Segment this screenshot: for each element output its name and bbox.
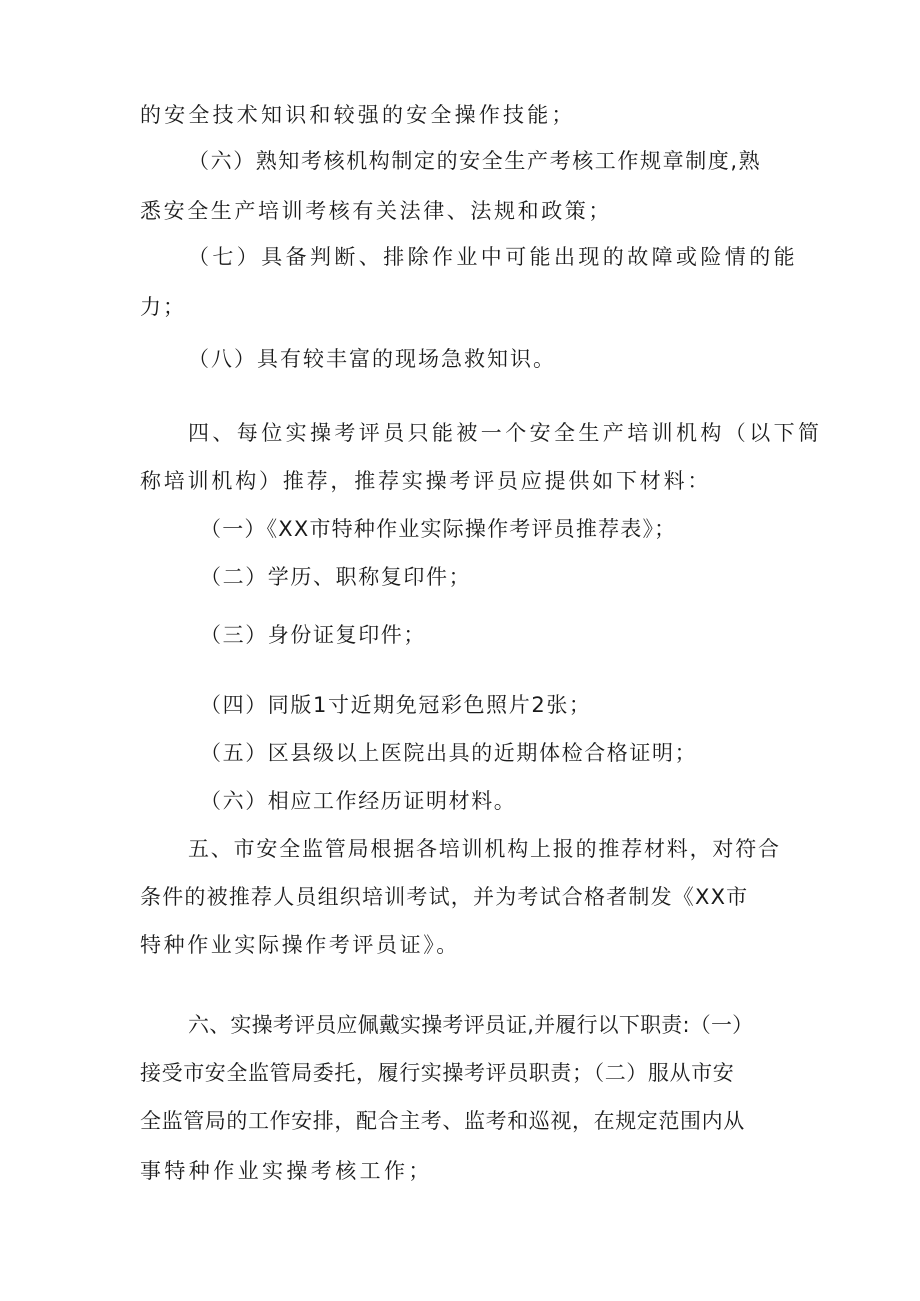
text-line: （三）身份证复印件； [200, 623, 426, 647]
text-line: 称培训机构）推荐，推荐实操考评员应提供如下材料： [140, 469, 712, 493]
text-line: （一）《XX市特种作业实际操作考评员推荐表》； [200, 517, 677, 541]
text-line: （六）熟知考核机构制定的安全生产考核工作规章制度,熟 [188, 149, 762, 173]
text-line: 全监管局的工作安排，配合主考、监考和巡视，在规定范围内从 [140, 1109, 745, 1133]
text-line: 条件的被推荐人员组织培训考试，并为考试合格者制发《XX市 [140, 885, 749, 909]
text-line: 接受市安全监管局委托，履行实操考评员职责；（二）服从市安 [140, 1061, 735, 1085]
text-line: 的安全技术知识和较强的安全操作技能； [140, 103, 576, 127]
text-line: （五）区县级以上医院出具的近期体检合格证明； [200, 741, 698, 765]
text-line: （六）相应工作经历证明材料。 [200, 789, 517, 813]
text-line: 力； [140, 295, 186, 319]
text-line: 悉安全生产培训考核有关法律、法规和政策； [140, 199, 612, 223]
text-line: 特种作业实际操作考评员证》。 [140, 933, 460, 957]
text-line: 事特种作业实操考核工作； [140, 1159, 433, 1183]
text-line: 四、每位实操考评员只能被一个安全生产培训机构（以下简 [188, 421, 823, 445]
text-line: 五、市安全监管局根据各培训机构上报的推荐材料，对符合 [188, 837, 781, 861]
text-line: （二）学历、职称复印件； [200, 565, 472, 589]
text-line: 六、实操考评员应佩戴实操考评员证,并履行以下职责:（一） [188, 1013, 754, 1037]
text-line: （四）同版1寸近期免冠彩色照片2张； [200, 693, 592, 717]
text-line: （七）具备判断、排除作业中可能出现的故障或险情的能 [188, 245, 798, 269]
text-line: （八）具有较丰富的现场急救知识。 [188, 347, 556, 371]
